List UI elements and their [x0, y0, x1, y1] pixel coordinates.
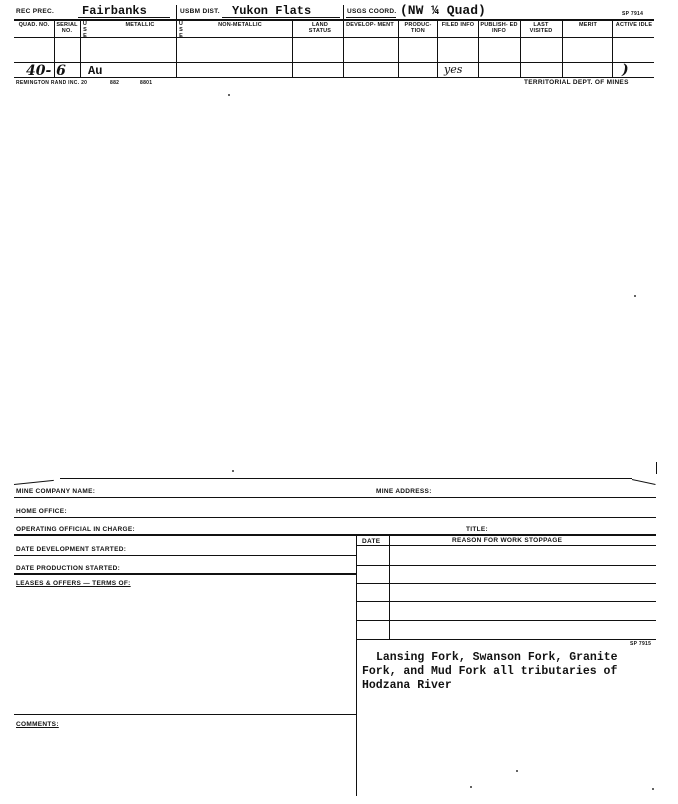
top-form-number: SP 7914	[622, 11, 644, 17]
footer-dept: TERRITORIAL DEPT. OF MINES	[524, 79, 629, 86]
col-header-use-nonmetallic: U S E	[178, 21, 184, 39]
scan-speck	[470, 786, 472, 788]
stoppage-row-line	[356, 620, 656, 621]
rule-home-office	[14, 517, 656, 518]
col-divider	[612, 19, 613, 77]
col-header-non-metallic: NON-METALLIC	[218, 22, 262, 28]
date-header: DATE	[362, 538, 381, 545]
col-divider	[398, 19, 399, 77]
center-divider	[356, 534, 357, 796]
usgs-coord-underline	[346, 17, 396, 18]
top-card-row-rule	[14, 62, 654, 63]
top-card-header-rule	[14, 37, 654, 38]
card-top-edge	[60, 478, 632, 479]
col-divider	[478, 19, 479, 77]
date-production-label: DATE PRODUCTION STARTED:	[16, 565, 121, 572]
stoppage-row-line	[356, 601, 656, 602]
scan-speck	[228, 94, 230, 96]
col-header-production: PRODUC- TION	[404, 22, 432, 34]
rec-prec-underline	[78, 17, 170, 18]
col-divider	[292, 19, 293, 77]
leases-label: LEASES & OFFERS — TERMS OF:	[16, 580, 131, 587]
card-top-edge-left	[14, 480, 54, 485]
scan-speck	[634, 295, 636, 297]
top-card-bottom-rule	[14, 77, 654, 78]
card-top-edge-right	[632, 479, 656, 485]
title-label: TITLE:	[466, 526, 489, 533]
bottom-form-number: SP 7915	[630, 641, 652, 647]
top-card-top-rule	[14, 19, 654, 21]
mine-company-name-label: MINE COMPANY NAME:	[16, 488, 96, 495]
rule-operating-official	[14, 534, 656, 536]
operating-official-label: OPERATING OFFICIAL IN CHARGE:	[16, 526, 135, 533]
stoppage-row-line	[356, 583, 656, 584]
home-office-label: HOME OFFICE:	[16, 508, 67, 515]
scan-speck	[516, 770, 518, 772]
stoppage-row-line	[356, 565, 656, 566]
usbm-dist-underline	[222, 17, 340, 18]
scan-mark	[656, 462, 657, 474]
col-divider	[562, 19, 563, 77]
rule-date-production	[14, 573, 356, 575]
col-header-use-metallic: U S E	[82, 21, 88, 39]
usgs-coord-label: USGS COORD.	[347, 8, 397, 15]
col-header-merit: MERIT	[578, 22, 598, 28]
scan-speck	[652, 788, 654, 790]
col-header-active-idle: ACTIVE IDLE	[615, 22, 653, 28]
date-column-divider	[389, 534, 390, 639]
footer-code-1: 882	[110, 80, 120, 86]
footer-code-2: 8801	[140, 80, 153, 86]
rec-prec-value: Fairbanks	[82, 4, 147, 18]
col-header-last-visited: LAST VISITED	[529, 22, 553, 34]
date-development-label: DATE DEVELOPMENT STARTED:	[16, 546, 127, 553]
col-header-metallic: METALLIC	[125, 22, 155, 28]
col-header-serial-no: SERIAL NO.	[56, 22, 78, 34]
divider-usgs	[343, 5, 344, 77]
comments-label: COMMENTS:	[16, 721, 59, 728]
usbm-dist-value: Yukon Flats	[232, 4, 312, 18]
col-header-filed-info: FILED INFO	[441, 22, 475, 28]
scan-speck	[232, 470, 234, 472]
row-active-idle-mark: )	[622, 62, 629, 78]
rule-comments	[14, 714, 356, 715]
col-header-land-status: LAND STATUS	[308, 22, 332, 34]
footer-printer: REMINGTON RAND INC. 20	[16, 80, 88, 86]
rec-prec-label: REC PREC.	[16, 8, 55, 15]
col-header-published-info: PUBLISH- ED INFO	[480, 22, 518, 34]
rule-stoppage-header	[356, 545, 656, 546]
row-filed-info: yes	[444, 63, 463, 76]
rule-mine-company	[14, 497, 656, 498]
row-quad-serial: 40- 6	[26, 63, 66, 79]
reason-header: REASON FOR WORK STOPPAGE	[452, 537, 563, 544]
typed-note: Lansing Fork, Swanson Fork, Granite Fork, and Mud Fork all tributaries of Hodzana River	[362, 651, 618, 692]
divider-usbm	[176, 5, 177, 77]
col-divider	[520, 19, 521, 77]
stoppage-row-line	[356, 639, 656, 640]
col-divider	[80, 19, 81, 77]
usgs-coord-value: (NW ¼ Quad)	[400, 3, 486, 18]
col-divider	[437, 19, 438, 77]
col-header-development: DEVELOP- MENT	[346, 22, 394, 28]
col-header-quad-no: QUAD. NO.	[18, 22, 50, 28]
row-metallic: Au	[88, 64, 103, 78]
rule-date-development	[14, 555, 356, 556]
mine-address-label: MINE ADDRESS:	[376, 488, 432, 495]
usbm-dist-label: USBM DIST.	[180, 8, 220, 15]
